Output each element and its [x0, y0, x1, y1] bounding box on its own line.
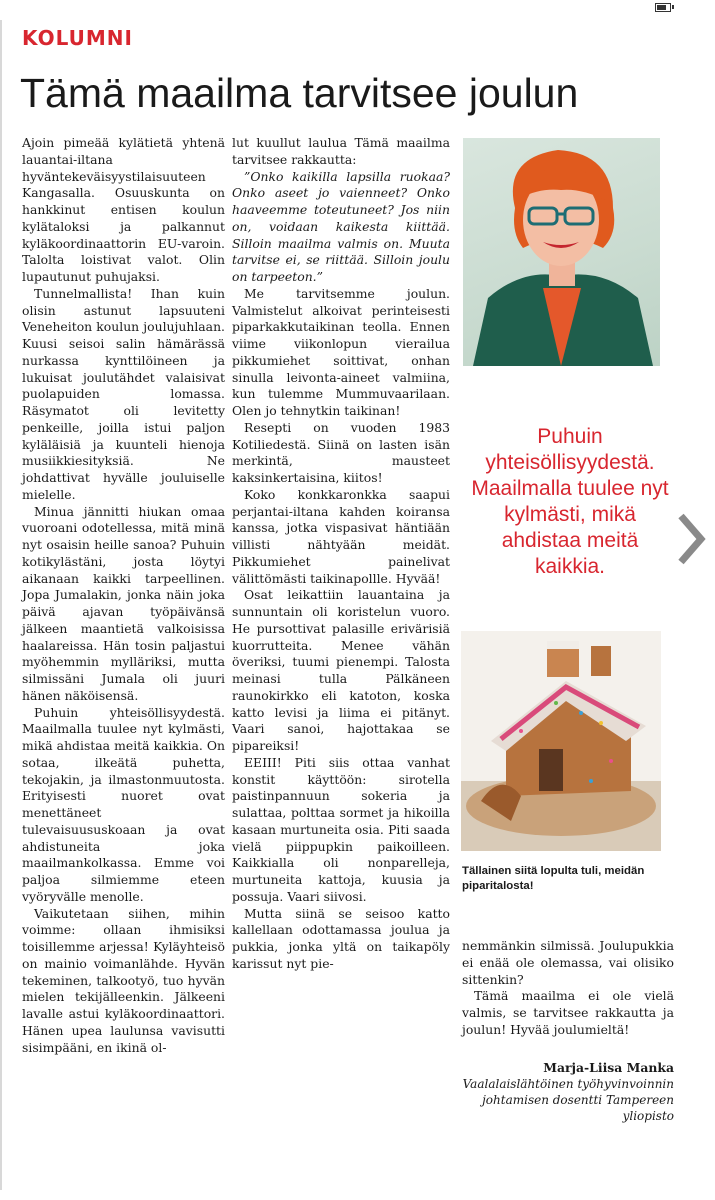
chevron-right-icon-svg	[677, 512, 707, 566]
status-bar	[0, 0, 715, 18]
song-quote: ”Onko kaikilla lapsilla ruokaa? Onko aseet jo vaienneet? Onko haaveemme toteutuneet? Jos niin on, voidaan kaikesta kiittää. Silloin maailma valmis on. Muuta tarvitse ei, se riittää. Silloin joulu on tarpeeton.”	[232, 168, 450, 284]
paragraph: Tunnelmallista! Ihan kuin olisin astunut lapsuuteni Veneheiton koulun joulujuhlaan. Kuusi seisoi salin hämärässä nurkassa kynttilöineen ja lukuisat joulutähdet valaisivat puolapuiden lomassa. Räsymatot oli levitetty penkeille, joilla istui paljon kyläläisiä ja kuunteli hienoja musiikkiesityksiä. Ne johdattivat hyvälle jouluiselle mielelle.	[22, 285, 225, 502]
article-column-2	[232, 135, 450, 973]
paragraph: lut kuullut laulua Tämä maailma tarvitsee rakkautta:	[232, 135, 450, 167]
paragraph: nemmänkin silmissä. Joulupukkia ei enää ole olemassa, vai olisiko sittenkin?	[462, 938, 674, 987]
article-column-1	[22, 135, 225, 1056]
paragraph: Ajoin pimeää kylätietä yhtenä lauantai-iltana hyväntekeväisyystilaisuuteen Kangasalla. Osuuskunta on hankkinut entisen koulun kylätaloksi ja palkannut kyläkoordinaattorin EU-varoin. Talolta loistivat valot. Olin lupautunut puhujaksi.	[22, 135, 225, 284]
pull-quote: Puhuin yhteisöllisyydestä. Maailmalla tuulee nyt kylmästi, mikä ahdistaa meitä kaikkia.	[471, 425, 669, 578]
paragraph: Me tarvitsemme joulun. Valmistelut alkoivat perinteisesti piparkakkutaikinan teolla. Ennen viime viikonlopun vierailua pikkumiehet soittivat, onhan sinulla leivonta-aineet valmiina, kun tulemme Mummuvaarilaan. Olen jo tehnytkin taikinan!	[232, 285, 450, 418]
paragraph: Osat leikattiin lauantaina ja sunnuntain oli koristelun vuoro. He pursottivat palasille erivärisiä kuorrutteita. Menee vähän överiksi, tuumi pienempi. Talosta meinasi tulla Pälkäneen raunokirkko eli katoton, koska katto levisi ja liima ei pitänyt. Vaari sanoi, hajottakaa se pipareiksi!	[232, 587, 450, 753]
author-name: Marja-Liisa Manka	[543, 1060, 674, 1075]
article-headline: Tämä maailma tarvitsee joulun	[20, 70, 579, 116]
author-portrait-photo	[463, 138, 660, 366]
photo-caption: Tällainen siitä lopulta tuli, meidän piparitalosta!	[462, 865, 645, 892]
author-role: Vaalalaislähtöinen työhyvinvoinnin johtamisen dosentti Tampereen yliopisto	[462, 1077, 674, 1123]
paragraph: Minua jännitti hiukan omaa vuoroani odotellessa, mitä minä nyt osaisin heille sanoa? Puhuin kotikylästäni, josta löytyi aikanaan kaikki tarpeellinen. Jopa Jumalakin, jonka näin joka päivä ajavan työpäivänsä jälkeen maantietä valkoisissa haalareissa. Hän tosin paljastui myöhemmin mylläriksi, mutta silmissäni Jumala oli juuri hänen näköisensä.	[22, 503, 225, 703]
paragraph: Puhuin yhteisöllisyydestä. Maailmalla tuulee nyt kylmästi, mikä ahdistaa meitä kaikkia. On sotaa, ilkeätä puhetta, tekojakin, ja ilmastonmuutosta. Erityisesti nuoret ovat menettäneet tulevaisuususkoaan ja ovat ahdistuneita joka maailmankolkassa. Emme voi paljoa silmiemme eteen vyöryvälle menolle.	[22, 704, 225, 904]
section-label: KOLUMNI	[22, 26, 133, 50]
gingerbread-house-illustration	[461, 631, 661, 851]
paragraph: Koko konkkaronkka saapui perjantai-iltana kahden koiransa kanssa, jotka vispasivat häntiään villisti nähtyään meidät. Pikkumiehet painelivat välittömästi taikinapollle. Hyvää!	[232, 486, 450, 586]
page-edge-divider	[0, 20, 2, 1190]
paragraph: Tämä maailma ei ole vielä valmis, se tarvitsee rakkautta ja joulun! Hyvää joulumieltä!	[462, 988, 674, 1037]
paragraph: Vaikutetaan siihen, mihin voimme: ollaan ihmisiksi toisillemme arjessa! Kyläyhteisö on mainio voimanlähde. Hyvän tekeminen, talkootyö, tuo hyvän mielen tekijälleenkin. Jälkeeni lavalle astui kyläkoordinaattori. Hänen upea laulunsa vavisutti sisimpääni, en ikinä ol-	[22, 905, 225, 1055]
article-column-3	[462, 938, 674, 1039]
battery-icon	[655, 3, 671, 12]
chevron-right-icon[interactable]	[677, 512, 707, 566]
battery-tip	[672, 5, 674, 9]
author-portrait-illustration	[463, 138, 660, 366]
gingerbread-house-photo	[461, 631, 661, 851]
paragraph: Resepti on vuoden 1983 Kotiliedestä. Siinä on lasten isän merkintä, mausteet kaksinkertaisina, kiitos!	[232, 419, 450, 485]
paragraph: Mutta siinä se seisoo katto kallellaan odottamassa joulua ja pukkia, jonka yltä on taikapöly karissut nyt pie-	[232, 905, 450, 971]
byline	[462, 1060, 674, 1124]
paragraph: EEIII! Piti siis ottaa vanhat konstit käyttöön: sirotella paistinpannuun sokeria ja sulattaa, polttaa sormet ja hikoilla kasaan murtuneita osia. Piti saada vielä piippupkin paikoilleen. Kaikkialla oli nonparelleja, murtuneita kattoja, kuusia ja possuja. Vaari siivosi.	[232, 754, 450, 904]
